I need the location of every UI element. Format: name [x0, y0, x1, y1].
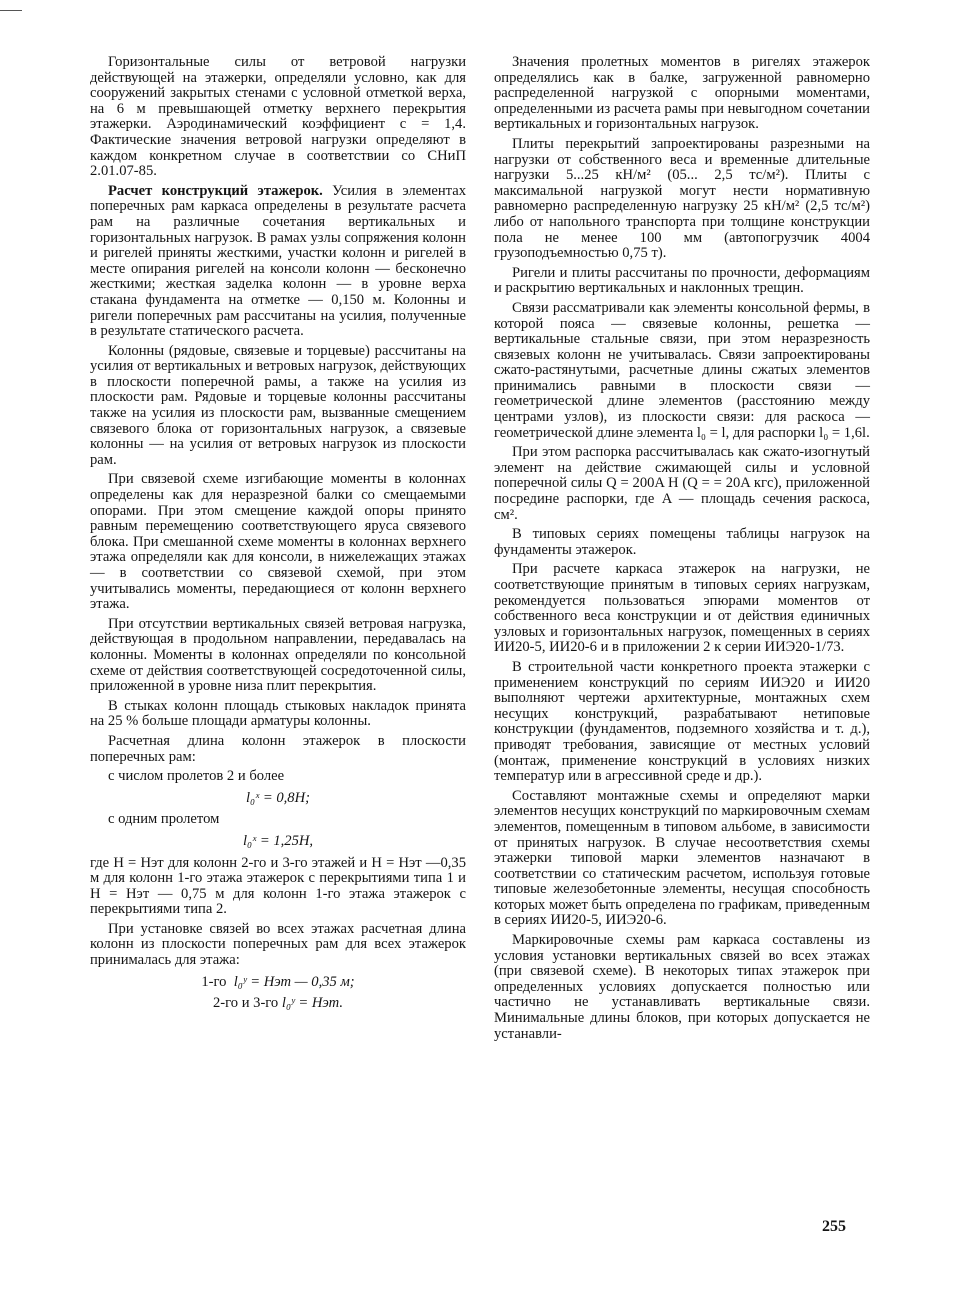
paragraph: Колонны (рядовые, связевые и торцевые) рассчитаны на усилия от вертикальных и ветровых нагрузок, действующих в плоскости поперечной рамы, а также на усилия из плоскости рам. Рядовые и торцевые колонны рассчитаны также на усилия из плоскости рам, вызванные смещением связевого блока от горизонтальных нагрузок, а связевые колонны — на усилия от ветровых нагрузок из плоскости рам.: [90, 342, 466, 468]
formula: l₀ˣ = 1,25H,: [242, 832, 314, 849]
paragraph: с числом пролетов 2 и более: [108, 768, 285, 785]
paragraph: Расчетная длина колонн этажерок в плоскости поперечных рам:: [90, 732, 466, 765]
paragraph: В стыках колонн площадь стыковых накладок принята на 25 % больше площади арматуры колонны.: [90, 697, 466, 730]
formula-label: 2-го и 3-го: [212, 995, 279, 1012]
paragraph: Составляют монтажные схемы и определяют марки элементов несущих конструкций по маркировочным схемам элементов, помещенным в типовом альбоме, в зависимости от принятых нагрузок. В случае несоответствия схемы этажерки типовой марки элементов назначают в соответствии со статическим расчетом, используя готовые типовые железобетонные элементы, несущая способность которых может быть определена по графикам, приведенным в сериях ИИ20-5, ИИЭ20-6.: [494, 787, 870, 929]
paragraph: Значения пролетных моментов в ригелях этажерок определялись как в балке, загруженной равномерно распределенной нагрузкой с опорными моментами, определенными из расчета рамы при невыгодном сочетании вертикальных и горизонтальных нагрузок.: [494, 54, 870, 133]
paragraph: При связевой схеме изгибающие моменты в колоннах определены как для неразрезной балки со смещаемыми опорами. При этом смещение каждой опоры принято равным перемещению соответствующего яруса связевого блока. При смешанной схеме моменты в колоннах верхнего этажа определяли как для консоли, в нижележащих этажах — в соответствии со связевой схемой, при этом учитывались моменты, передающиеся от колонн верхнего этажа.: [90, 471, 466, 613]
right-column: [494, 55, 870, 1046]
paragraph: При установке связей во всех этажах расчетная длина колонн из плоскости поперечных рам для всех этажерок принималась для этажа:: [90, 920, 466, 969]
formula: [90, 975, 466, 991]
paragraph: Горизонтальные силы от ветровой нагрузки действующей на этажерки, определяли условно, как для сооружений закрытых стенами с условной отметкой верха, на 6 м превышающей отметку верхнего перекрытия этажерки. Аэродинамический коэффициент c = 1,4. Фактические значения ветровой нагрузки определяют в каждом конкретном случае в соответствии со СНиП 2.01.07-85.: [90, 54, 466, 180]
paragraph: Связи рассматривали как элементы консольной фермы, в которой пояса — связевые колонны, решетка — вертикальные стальные связи, при этом неразрезность связевых колонн не учитывалась. Связи запроектированы сжато-растянутыми, расчетные длины сжатых элементов принимались равными в плоскости связи — геометрической длине элементов (расстоянию между центрами узлов), из плоскости связи: для раскоса — геометрической длине элемента l₀ = l, для распорки l₀ = 1,6l.: [494, 299, 870, 441]
corner-mark: [0, 10, 22, 11]
left-column: [90, 55, 466, 1018]
section-heading: Расчет конструкций этажерок.: [108, 182, 323, 199]
formula-expression: l₀ʸ = Hэт — 0,35 м;: [233, 973, 355, 990]
paragraph: Плиты перекрытий запроектированы разрезными на нагрузки от собственного веса и временные длительные нагрузки 5...25 кН/м² (05... 2,5 тс/м²). Плиты с максимальной нагрузкой могут нести нормативную равномерно распределенную нагрузку 25 кН/м² (2,5 тс/м²) либо от напольного транспорта при толщине конструкции пола не менее 100 мм (автопогрузчик 4004 грузоподъемностью 0,75 т).: [494, 135, 870, 262]
formula-expression: l₀ʸ = Hэт.: [281, 995, 344, 1012]
paragraph: В типовых сериях помещены таблицы нагрузок на фундаменты этажерок.: [494, 526, 870, 558]
paragraph: где H = Hэт для колонн 2-го и 3-го этажей и H = Hэт —0,35 м для колонн 1-го этажа этажерок с перекрытиями типа 1 и H = Hэт — 0,75 м для колонн 1-го этажа этажерок с перекрытиями типа 2.: [90, 854, 466, 918]
paragraph: При этом распорка рассчитывалась как сжато-изогнутый элемент на действие сжимающей силы и условной поперечной силы Q = 200A Н (Q = = 20A кгс), приложенной посредине распорки, где A — площадь сечения раскоса, см².: [494, 444, 870, 523]
formula: [90, 996, 466, 1012]
formula-label: 1-го: [201, 973, 227, 990]
paragraph: [90, 184, 466, 340]
paragraph: с одним пролетом: [108, 811, 220, 828]
paragraph: При расчете каркаса этажерок на нагрузки, не соответствующие принятым в типовых сериях нагрузкам, рекомендуется пользоваться эпюрами моментов от собственного веса конструкции и от действия единичных узловых и горизонтальных нагрузок, помещенных в сериях ИИ20-5, ИИ20-6 и в приложении 2 к серии ИИЭ20-1/73.: [494, 561, 870, 656]
paragraph: При отсутствии вертикальных связей ветровая нагрузка, действующая в продольном направлении, передавалась на колонны. Моменты в колоннах определяли по консольной схеме от действия соответствующей сосредоточенной силы, приложенной в уровне низа плит перекрытия.: [90, 615, 466, 695]
paragraph: Ригели и плиты рассчитаны по прочности, деформациям и раскрытию вертикальных и наклонных трещин.: [494, 264, 870, 297]
paragraph-text: Усилия в элементах поперечных рам каркаса определены в результате расчета рам на различные сочетания вертикальных и горизонтальных нагрузок. В рамах узлы сопряжения колонн и ригелей приняты жесткими, участки колонн и ригелей в месте опирания ригелей на консоли колонн — бесконечно жесткими; жесткая заделка колонн — в уровне верха стакана фундамента на отметке — 0,150 м. Колонны и ригели поперечных рам рассчитаны на усилия, полученные в результате статического расчета.: [90, 182, 466, 340]
formula: l₀ˣ = 0,8H;: [245, 789, 311, 806]
paragraph: В строительной части конкретного проекта этажерки с применением конструкций по сериям ИИЭ20 и ИИ20 выполняют чертежи архитектурные, монтажных схем несущих конструкций, разрабатывают нетиповые конструкции (фундаментов, подземного хозяйства и т. д.), приводят требования, зависящие от местных условий (монтаж, применение конструкций в условиях низких температур или в агрессивной среде и др.).: [494, 658, 870, 785]
page-number: 255: [822, 1218, 846, 1235]
paragraph: Маркировочные схемы рам каркаса составлены из условия установки вертикальных связей во всех этажах (при связевой схеме). В некоторых типах этажерок при определенных условиях допускается полностью или частично не устанавливать вертикальные связи. Минимальные длины блоков, при которых допускается не устанавли-: [494, 932, 870, 1042]
